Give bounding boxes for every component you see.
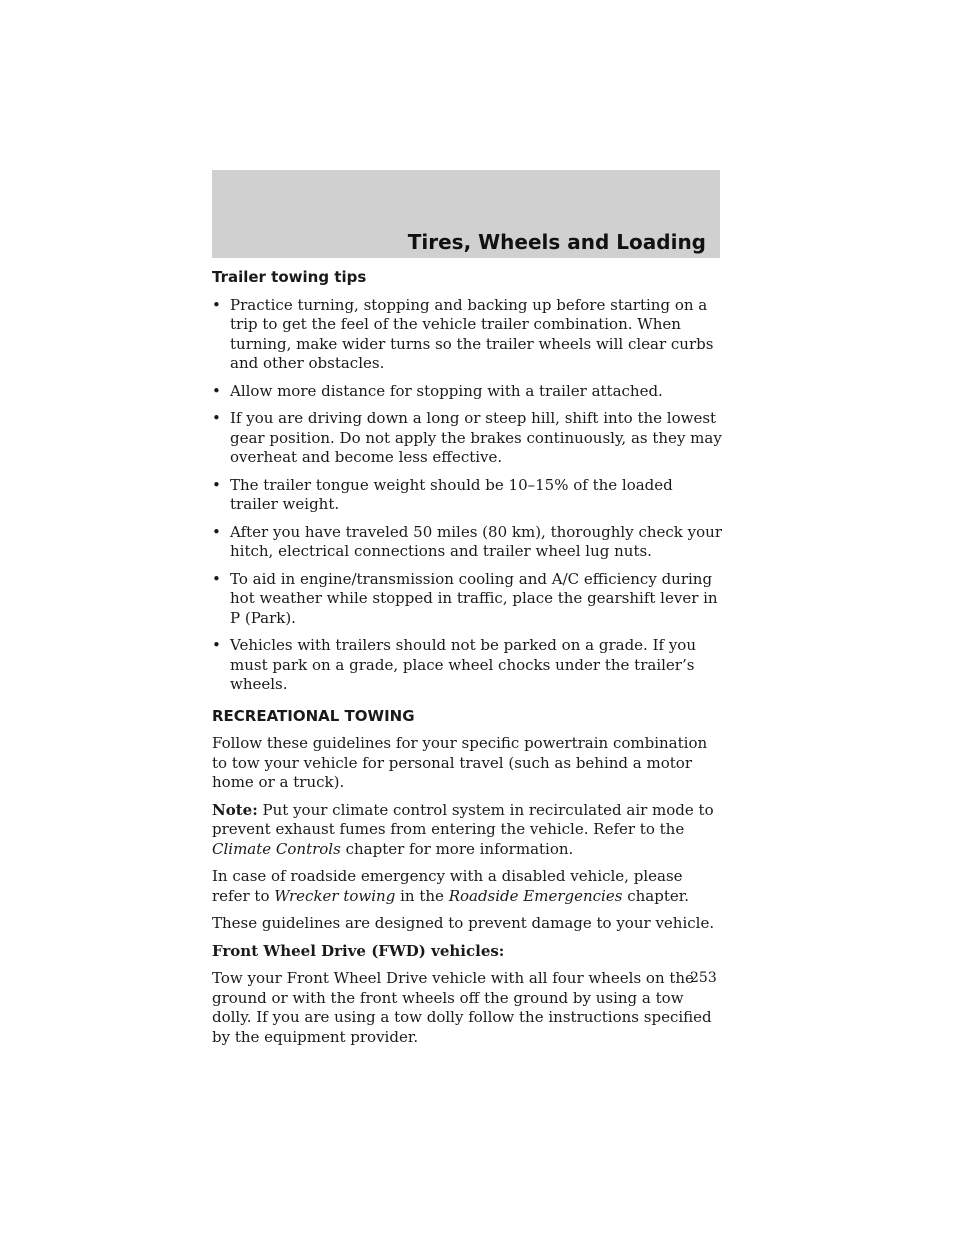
section-header (212, 170, 720, 258)
note-text: Put your climate control system in recirculated air mode to prevent exhaust fumes from entering the vehicle. Refer to the (212, 800, 714, 838)
list-item (212, 636, 724, 695)
roadside-paragraph (212, 867, 724, 906)
list-item (212, 523, 724, 562)
roadside-text: In case of roadside emergency with a disabled vehicle, please refer to (212, 867, 683, 905)
roadside-emergencies-reference: Roadside Emergencies (448, 886, 623, 905)
bullet-marker: • (212, 409, 221, 427)
bullet-marker: • (212, 522, 221, 541)
list-item (212, 382, 724, 402)
list-item-text: The trailer tongue weight should be 10–15% of the loaded trailer weight. (230, 475, 673, 513)
bullet-marker: • (212, 475, 221, 494)
list-item (212, 296, 724, 374)
page-number: 253 (690, 970, 717, 986)
list-item-text: Allow more distance for stopping with a trailer attached. (230, 381, 663, 400)
header-title: Tires, Wheels and Loading (407, 230, 706, 254)
bullet-marker: • (212, 295, 221, 314)
bullet-marker: • (212, 569, 221, 588)
note-paragraph (212, 801, 724, 860)
wrecker-towing-reference: Wrecker towing (274, 886, 396, 905)
list-item-text: After you have traveled 50 miles (80 km), thoroughly check your hitch, electrical connections and trailer wheel lug nuts. (230, 522, 722, 560)
fwd-heading: Front Wheel Drive (FWD) vehicles: (212, 941, 505, 960)
list-item (212, 570, 724, 629)
bullet-marker: • (212, 381, 221, 400)
list-item-text: To aid in engine/transmission cooling and A/C efficiency during hot weather while stopped in traffic, place the gearshift lever in P (Park). (230, 569, 718, 627)
note-label: Note: (212, 800, 258, 819)
list-item-text: If you are driving down a long or steep hill, shift into the lowest gear position. Do not apply the brakes continuously, as they may overheat and become less effective. (230, 409, 722, 466)
roadside-mid: in the (400, 886, 444, 905)
recreational-towing-intro: Follow these guidelines for your specific powertrain combination to tow your vehicle for personal travel (such as behind a motor home or a truck). (212, 734, 708, 791)
list-item-text: Vehicles with trailers should not be parked on a grade. If you must park on a grade, place wheel chocks under the trailer’s wheels. (230, 636, 696, 693)
bullet-marker: • (212, 636, 221, 654)
trailer-tips-list (212, 296, 724, 695)
list-item (212, 476, 724, 515)
recreational-towing-heading: RECREATIONAL TOWING (212, 706, 415, 725)
note-tail: chapter for more information. (345, 839, 574, 858)
trailer-towing-tips-heading: Trailer towing tips (212, 268, 367, 286)
list-item-text: Practice turning, stopping and backing up before starting on a trip to get the feel of the vehicle trailer combination. When turning, make wider turns so the trailer wheels will clear curbs and other obstacles. (230, 295, 714, 372)
fwd-paragraph: Tow your Front Wheel Drive vehicle with all four wheels on the ground or with the front wheels off the ground by using a tow dolly. If you are using a tow dolly follow the instructions specified by the equipment provider. (212, 969, 712, 1046)
list-item (212, 409, 724, 468)
guidelines-paragraph: These guidelines are designed to prevent damage to your vehicle. (212, 914, 715, 932)
page-content (212, 268, 724, 1055)
climate-controls-reference: Climate Controls (212, 839, 341, 858)
roadside-tail: chapter. (627, 886, 690, 905)
